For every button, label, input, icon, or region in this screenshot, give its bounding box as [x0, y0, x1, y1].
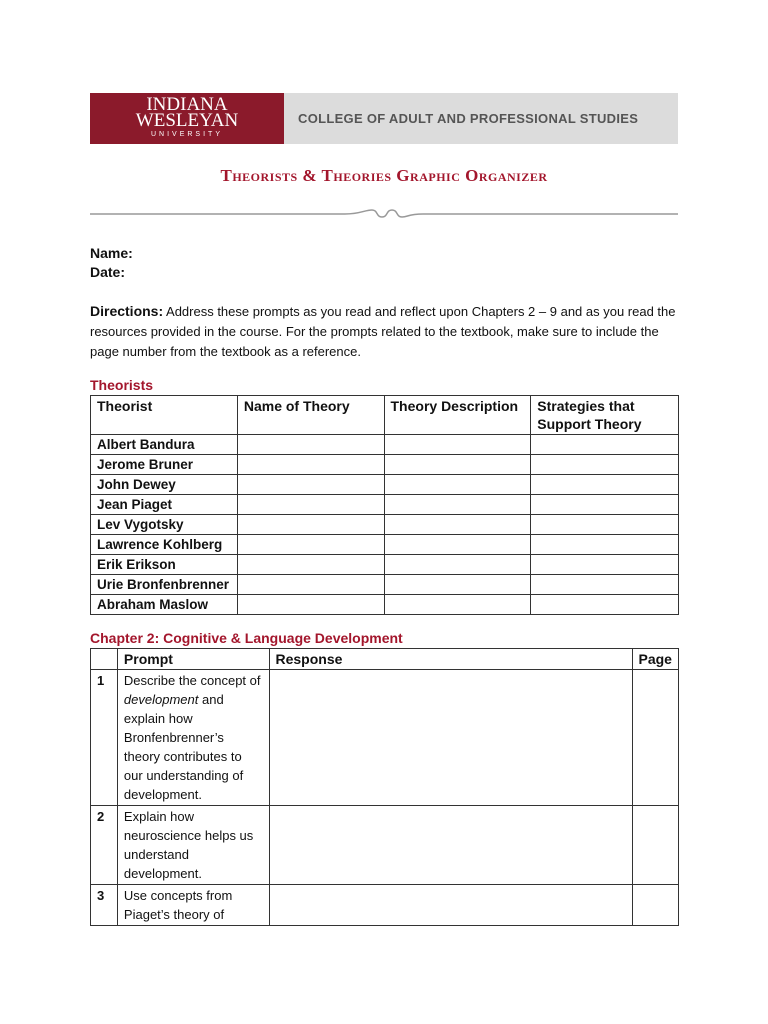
header-prompt: Prompt	[117, 649, 269, 670]
prompt-number: 2	[91, 806, 118, 885]
theorists-section-title: Theorists	[90, 377, 154, 393]
theory-name-cell[interactable]	[237, 535, 384, 555]
table-row	[91, 595, 679, 615]
theory-name-cell[interactable]	[237, 455, 384, 475]
logo-line-2: WESLEYAN	[135, 110, 239, 131]
strategies-cell[interactable]	[531, 495, 679, 515]
logo-line-3: UNIVERSITY	[150, 131, 223, 138]
theory-description-cell[interactable]	[384, 595, 531, 615]
theorist-name: Lev Vygotsky	[91, 515, 238, 535]
table-row	[91, 555, 679, 575]
table-row	[91, 535, 679, 555]
theory-name-cell[interactable]	[237, 495, 384, 515]
date-field-label: Date:	[90, 264, 126, 280]
prompt-emphasis: development	[123, 692, 199, 707]
theorist-name: Erik Erikson	[91, 555, 238, 575]
logo-line-1: INDIANA	[146, 94, 228, 115]
header-number	[91, 649, 118, 670]
college-name: COLLEGE OF ADULT AND PROFESSIONAL STUDIES	[298, 111, 639, 126]
directions-text: Address these prompts as you read and reflect upon Chapters 2 – 9 and as you read the resources provided in the course. For the prompts related to the textbook, make sure to include the page number from the textbook as a reference.	[90, 304, 676, 359]
strategies-cell[interactable]	[531, 575, 679, 595]
theorists-header-row	[91, 396, 679, 435]
prompt-number: 3	[91, 885, 118, 926]
strategies-cell[interactable]	[531, 435, 679, 455]
table-row	[91, 575, 679, 595]
theory-description-cell[interactable]	[384, 515, 531, 535]
theory-name-cell[interactable]	[237, 515, 384, 535]
theorist-name: Albert Bandura	[91, 435, 238, 455]
header-strategies: Strategies that Support Theory	[531, 396, 679, 435]
table-row	[91, 670, 679, 806]
theory-name-cell[interactable]	[237, 575, 384, 595]
prompt-text	[117, 670, 269, 806]
prompt-text	[117, 885, 269, 926]
theory-description-cell[interactable]	[384, 555, 531, 575]
table-row	[91, 455, 679, 475]
table-row	[91, 885, 679, 926]
chapter2-section-title: Chapter 2: Cognitive & Language Development	[90, 630, 403, 646]
theory-name-cell[interactable]	[237, 435, 384, 455]
page-cell[interactable]	[632, 670, 679, 806]
theory-description-cell[interactable]	[384, 535, 531, 555]
directions-label: Directions:	[90, 303, 164, 319]
table-row	[91, 495, 679, 515]
chapter2-header-row	[91, 649, 679, 670]
chapter2-table	[90, 648, 679, 926]
prompt-text-part: Explain how neuroscience helps us understand development.	[123, 809, 254, 881]
theorist-name: Abraham Maslow	[91, 595, 238, 615]
header-theory-description: Theory Description	[384, 396, 531, 435]
header-response: Response	[269, 649, 632, 670]
header-theorist: Theorist	[91, 396, 238, 435]
theorist-name: Urie Bronfenbrenner	[91, 575, 238, 595]
prompt-text	[117, 806, 269, 885]
theorists-table	[90, 395, 679, 615]
theory-description-cell[interactable]	[384, 575, 531, 595]
header-name-of-theory: Name of Theory	[237, 396, 384, 435]
ornamental-divider	[90, 206, 678, 220]
response-cell[interactable]	[269, 885, 632, 926]
page-cell[interactable]	[632, 885, 679, 926]
name-field-label: Name:	[90, 245, 133, 261]
theorist-name: John Dewey	[91, 475, 238, 495]
theory-name-cell[interactable]	[237, 555, 384, 575]
theorist-name: Jean Piaget	[91, 495, 238, 515]
theory-name-cell[interactable]	[237, 475, 384, 495]
theorist-name: Jerome Bruner	[91, 455, 238, 475]
response-cell[interactable]	[269, 670, 632, 806]
table-row	[91, 806, 679, 885]
table-row	[91, 515, 679, 535]
prompt-text-part: and explain how Bronfenbrenner’s theory contributes to our understanding of development.	[123, 692, 244, 802]
table-row	[91, 475, 679, 495]
theory-description-cell[interactable]	[384, 455, 531, 475]
directions-paragraph	[90, 301, 680, 362]
theory-description-cell[interactable]	[384, 495, 531, 515]
strategies-cell[interactable]	[531, 595, 679, 615]
strategies-cell[interactable]	[531, 475, 679, 495]
strategies-cell[interactable]	[531, 535, 679, 555]
prompt-text-part: Describe the concept of	[123, 673, 261, 688]
strategies-cell[interactable]	[531, 555, 679, 575]
response-cell[interactable]	[269, 806, 632, 885]
prompt-number: 1	[91, 670, 118, 806]
university-logo	[90, 93, 284, 144]
prompt-text-part: Use concepts from Piaget’s theory of	[123, 888, 233, 922]
header-page: Page	[632, 649, 679, 670]
header-banner	[90, 93, 678, 144]
theory-description-cell[interactable]	[384, 475, 531, 495]
document-title: Theorists & Theories Graphic Organizer	[220, 166, 548, 185]
strategies-cell[interactable]	[531, 455, 679, 475]
theorist-name: Lawrence Kohlberg	[91, 535, 238, 555]
theory-name-cell[interactable]	[237, 595, 384, 615]
strategies-cell[interactable]	[531, 515, 679, 535]
table-row	[91, 435, 679, 455]
page-cell[interactable]	[632, 806, 679, 885]
theory-description-cell[interactable]	[384, 435, 531, 455]
